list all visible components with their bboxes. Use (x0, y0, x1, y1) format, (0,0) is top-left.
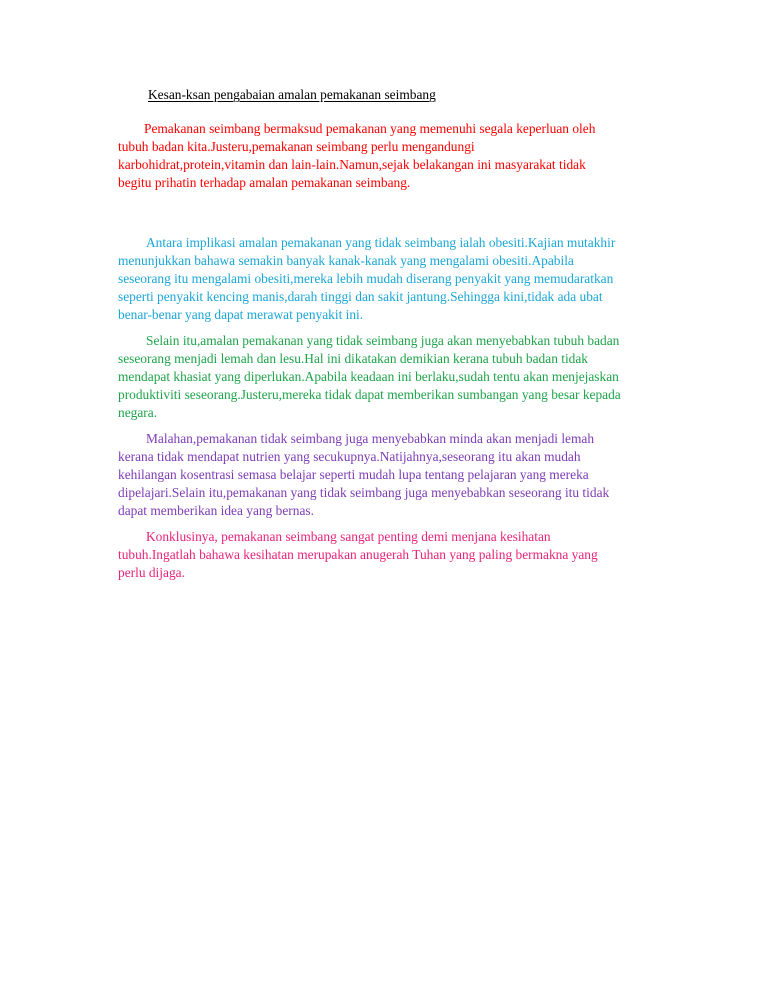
paragraph-line: Selain itu,amalan pemakanan yang tidak seimbang juga akan menyebabkan tubuh badan (146, 333, 620, 348)
paragraph-line: negara. (118, 405, 158, 420)
paragraph-weakness (118, 332, 621, 422)
paragraph-obesity (118, 234, 615, 324)
paragraph-line: kerana tidak mendapat nutrien yang secukupnya.Natijahnya,seseorang itu akan mudah (118, 449, 581, 464)
paragraph-line: seseorang itu mengalami obesiti,mereka lebih mudah diserang penyakit yang memudaratkan (118, 271, 614, 286)
paragraph-line: perlu dijaga. (118, 565, 185, 580)
paragraph-introduction (118, 120, 595, 192)
paragraph-line: tubuh.Ingatlah bahawa kesihatan merupakan anugerah Tuhan yang paling bermakna yang (118, 547, 598, 562)
paragraph-line: Malahan,pemakanan tidak seimbang juga menyebabkan minda akan menjadi lemah (146, 431, 595, 446)
paragraph-line: karbohidrat,protein,vitamin dan lain-lain.Namun,sejak belakangan ini masyarakat tidak (118, 157, 586, 172)
paragraph-line: tubuh badan kita.Justeru,pemakanan seimbang perlu mengandungi (118, 139, 475, 154)
paragraph-line: seperti penyakit kencing manis,darah tinggi dan sakit jantung.Sehingga kini,tidak ada ubat (118, 289, 603, 304)
paragraph-line: begitu prihatin terhadap amalan pemakanan seimbang. (118, 175, 411, 190)
paragraph-conclusion (118, 528, 598, 582)
paragraph-line: menunjukkan bahawa semakin banyak kanak-kanak yang mengalami obesiti.Apabila (118, 253, 574, 268)
paragraph-mind (118, 430, 609, 520)
paragraph-line: Antara implikasi amalan pemakanan yang tidak seimbang ialah obesiti.Kajian mutakhir (146, 235, 616, 250)
paragraph-line: dipelajari.Selain itu,pemakanan yang tidak seimbang juga menyebabkan seseorang itu tidak (118, 485, 610, 500)
paragraph-line: mendapat khasiat yang diperlukan.Apabila keadaan ini berlaku,sudah tentu akan menjejaskan (118, 369, 619, 384)
paragraph-line: produktiviti seseorang.Justeru,mereka tidak dapat memberikan sumbangan yang besar kepada (118, 387, 621, 402)
paragraph-line: Pemakanan seimbang bermaksud pemakanan yang memenuhi segala keperluan oleh (144, 121, 596, 136)
paragraph-line: kehilangan kosentrasi semasa belajar seperti mudah lupa tentang pelajaran yang mereka (118, 467, 589, 482)
paragraph-line: dapat memberikan idea yang bernas. (118, 503, 314, 518)
paragraph-line: Konklusinya, pemakanan seimbang sangat penting demi menjana kesihatan (146, 529, 551, 544)
document-title: Kesan-ksan pengabaian amalan pemakanan seimbang (148, 87, 436, 102)
paragraph-line: benar-benar yang dapat merawat penyakit ini. (118, 307, 364, 322)
paragraph-line: seseorang menjadi lemah dan lesu.Hal ini dikatakan demikian kerana tubuh badan tidak (118, 351, 589, 366)
